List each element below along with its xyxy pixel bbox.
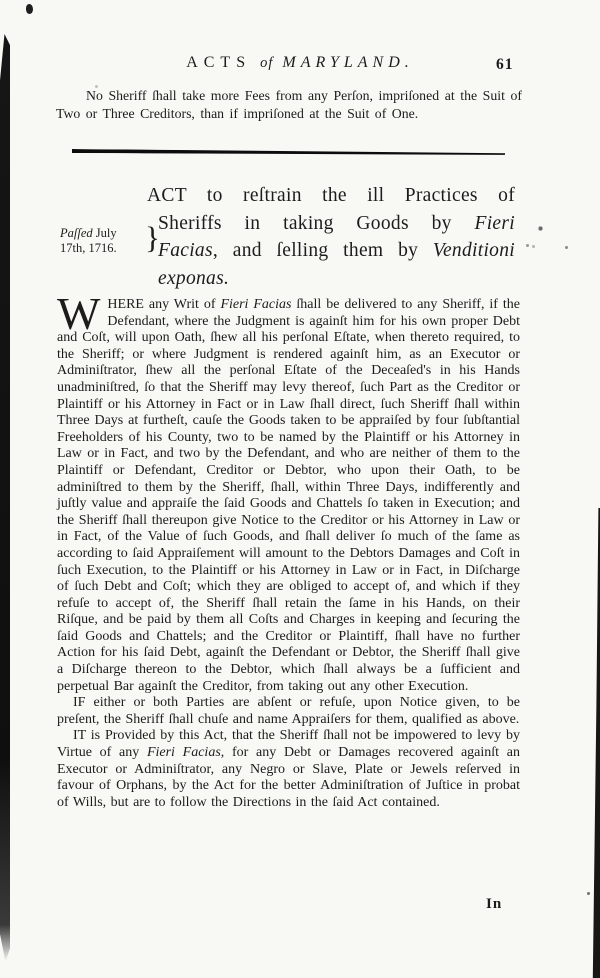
drop-cap-w: W	[57, 288, 101, 339]
running-title-of: of	[260, 55, 274, 71]
section-divider-rule	[72, 149, 505, 156]
paragraph-1-text: HERE any Writ of Fieri Facias ſhall be delivered to any Sheriff, if the Defendant, where the Judgment is againſt him for his own proper Debt and Coſt, will upon Oath, ſhew all his perſonal Eſtate, when thereto required, to the Sheriff; or where Judgment is rendered againſt him, as an Executor or Adminiſtrator, ſhew all the perſonal Eſtate of the Deceaſed's in his Hands unadminiſtred, ſo that the Sheriff may levy thereof, ſuch Part as the Creditor or Plaintiff or his Attorney in Fact or in Law ſhall direct, ſuch Sheriff ſhall within Three Days at furtheſt, cauſe the Goods taken to be appraiſed by four ſubſtantial Freeholders of his County, two to be named by the Plaintiff or his Attorney in Law or in Fact, and two by the Defendant, and who are neither of them to the Plaintiff or Defendant, Creditor or Debtor, who upon their Oath, to be adminiſtred to them by the Sheriff, ſhall, within Three Days, indifferently and juſtly value and appraiſe the ſaid Goods and Chattels ſo taken in Execution; and the Sheriff ſhall thereupon give Notice to the Creditor or his Attorney in Law or in Fact, of the Value of ſuch Goods, and ſhall deliver ſo much of the ſame as according to ſaid Appraiſement will amount to the Debtors Damages and Coſt in ſuch Execution, to the Plaintiff or his Attorney in Law or in Fact, in Diſcharge of ſuch Debt and Coſt; which they are obliged to accept of, and which if they refuſe to accept of, the Sheriff ſhall retain the ſame in his Hands, on their Riſque, and be paid by them all Coſts and Charges in keeping and ſecuring the ſaid Goods and Chattels; and the Creditor or Plaintiff, ſhall have no further Action for his ſaid Debt, againſt the Defendant or Debtor, the Sheriff ſhall give a Diſcharge thereon to the Debtor, which ſhall always be a ſufficient and perpetual Bar againſt the Creditor, from taking out any other Execution.	[57, 297, 520, 694]
margin-brace: }	[145, 220, 160, 255]
head-note-paragraph: No Sheriff ſhall take more Fees from any Perſon, impriſoned at the Suit of Two or Three Creditors, than if impriſoned at the Suit of One.	[56, 88, 522, 121]
july-word: July	[95, 226, 117, 240]
body-paragraph-1	[57, 288, 520, 695]
passed-word: Paſſed	[60, 226, 93, 240]
act-title-heading	[147, 182, 515, 292]
catchword: In	[486, 896, 503, 912]
left-binding-shadow	[0, 34, 10, 962]
date-line: 17th, 1716.	[60, 241, 117, 255]
paragraph-3-text: IT is Provided by this Act, that the Sheriff ſhall not be impowered to levy by Virtue of any Fieri Facias, for any Debt or Damages recovered againſt an Executor or Adminiſtrator, any Negro or Slave, Plate or Jewels reſerved in favour of Orphans, by the Act for the better Adminiſtration of Juſtice in probat of Wills, but are to follow the Directions in the ſaid Act contained.	[57, 728, 520, 810]
running-title-maryland: MARYLAND.	[282, 54, 414, 71]
body-paragraph-3	[57, 728, 520, 811]
act-body	[57, 288, 520, 811]
margin-passed-note	[60, 226, 146, 256]
running-title-acts: ACTS	[186, 54, 252, 71]
act-title-text: ACT to reſtrain the ill Practices of Sheriffs in taking Goods by Fieri Facias, and ſelling them by Venditioni exponas.	[147, 185, 515, 289]
passed-line	[60, 226, 146, 241]
page-number: 61	[496, 56, 514, 73]
scan-speckles	[0, 0, 1, 1]
body-paragraph-2: IF either or both Parties are abſent or refuſe, upon Notice given, to be preſent, the Sheriff ſhall chuſe and name Appraiſers for them, qualified as above.	[57, 695, 520, 727]
corner-ink-speck	[26, 4, 33, 14]
right-edge-shadow	[592, 508, 600, 978]
